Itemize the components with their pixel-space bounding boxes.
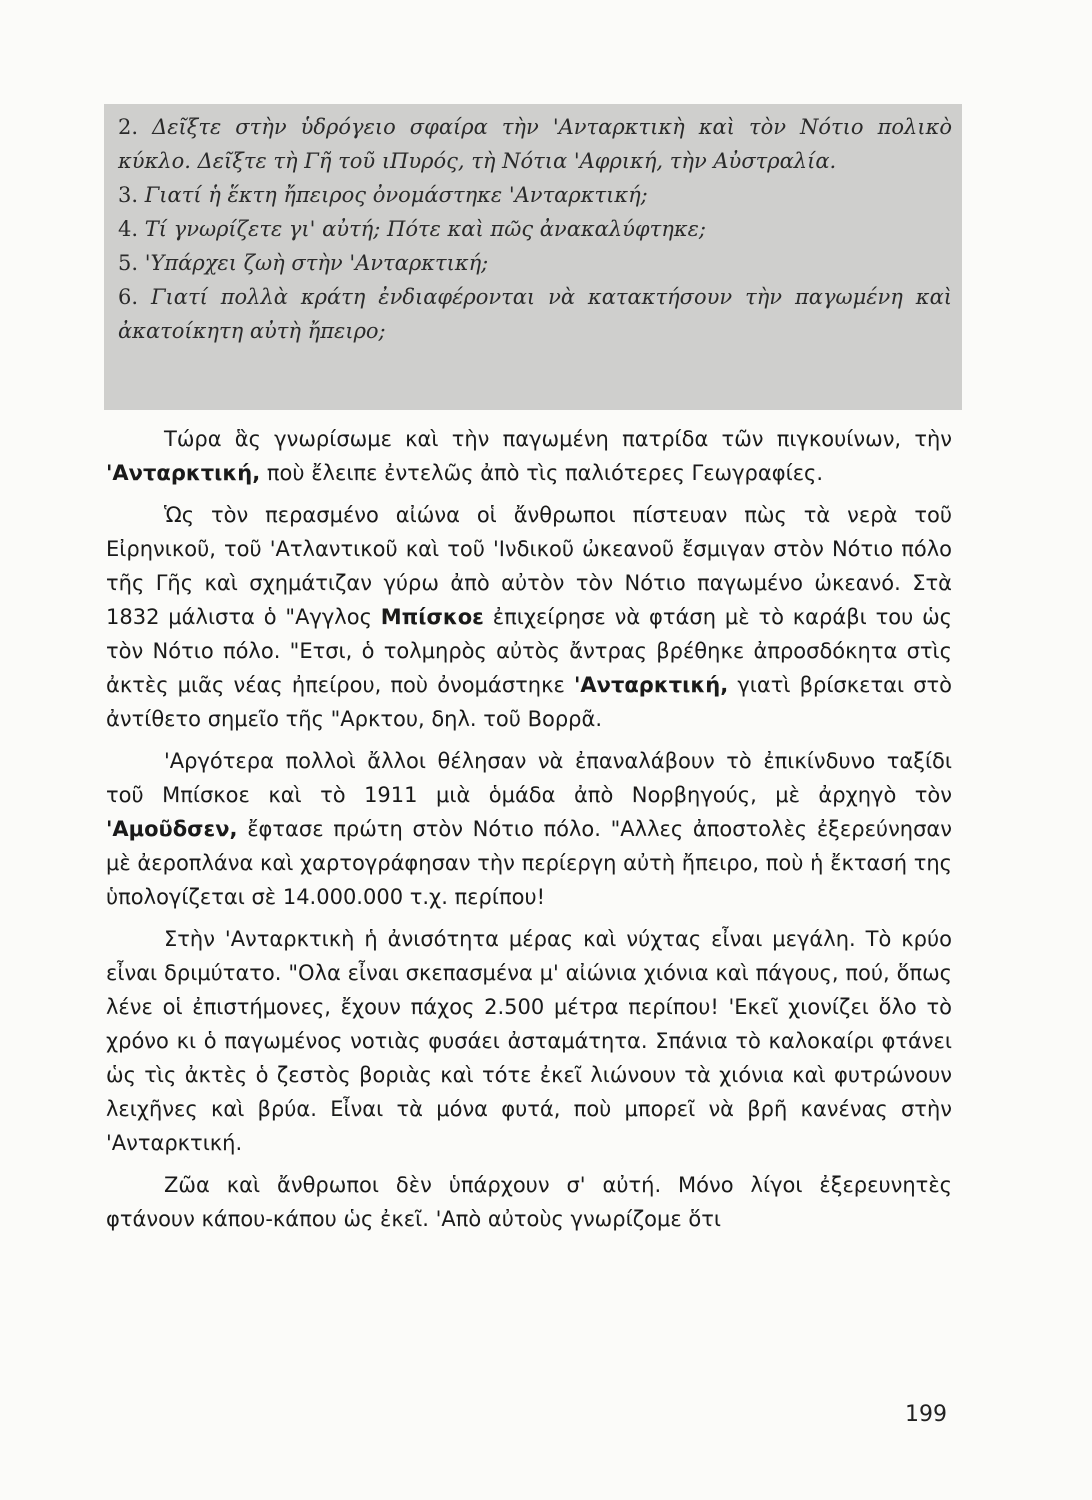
question-number: 4. [118,217,139,241]
paragraph: Στὴν 'Ανταρκτικὴ ἡ ἀνισότητα μέρας καὶ νύχτας εἶναι μεγάλη. Τὸ κρύο εἶναι δριμύτατο. "Ολα εἶναι σκεπασμένα μ' αἰώνια χιόνια καὶ πάγους, πού, ὅπως λένε οἱ ἐπιστήμονες, ἔχουν πάχος 2.500 μέτρα περίπου! 'Εκεῖ χιονίζει ὅλο τὸ χρόνο κι ὁ παγωμένος νοτιὰς φυσάει ἀσταμάτητα. Σπάνια τὸ καλοκαίρι φτάνει ὡς τὶς ἀκτὲς ὁ ζεστὸς βοριὰς καὶ τότε ἐκεῖ λιώνουν τὰ χιόνια καὶ φυτρώνουν λειχῆνες καὶ βρύα. Εἶναι τὰ μόνα φυτά, ποὺ μπορεῖ νὰ βρῆ κανένας στὴν 'Ανταρκτική. [106,927,952,1155]
paragraph [106,744,952,914]
paragraph [106,422,952,490]
question-number: 5. [118,251,139,275]
question-item [118,280,952,348]
paragraph: Ζῶα καὶ ἄνθρωποι δὲν ὑπάρχουν σ' αὐτή. Μόνο λίγοι ἐξερευνητὲς φτάνουν κάπου-κάπου ὡς ἐκεῖ. 'Απὸ αὐτοὺς γνωρίζομε ὅτι [106,1173,952,1231]
question-number: 2. [118,115,139,139]
text-run: 'Αργότερα πολλοὶ ἄλλοι θέλησαν νὰ ἐπαναλάβουν τὸ ἐπικίνδυνο ταξίδι τοῦ Μπίσκοε καὶ τὸ 1911 μιὰ ὁμάδα ἀπὸ Νορβηγούς, μὲ ἀρχηγὸ τὸν [106,749,952,807]
paragraph [106,498,952,736]
review-questions-box [104,104,962,410]
question-number: 6. [118,285,139,309]
question-text: 'Υπάρχει ζωὴ στὴν 'Ανταρκτική; [144,251,489,275]
question-item [118,110,952,178]
bold-term: Μπίσκοε [380,605,484,629]
text-run: ποὺ ἔλειπε ἐντελῶς ἀπὸ τὶς παλιότερες Γεωγραφίες. [260,461,824,485]
body-text [106,422,952,1244]
page-number: 199 [905,1402,947,1427]
question-text: Γιατί πολλὰ κράτη ἐνδιαφέρονται νὰ κατακτήσουν τὴν παγωμένη καὶ ἀκατοίκητη αὐτὴ ἤπειρο; [118,285,952,343]
bold-term: 'Ανταρκτική, [573,673,729,697]
text-run: Ὡς τὸν περασμένο αἰώνα οἱ ἄνθρωποι πίστευαν πὼς τὰ νερὰ τοῦ Εἰρηνικοῦ, τοῦ 'Ατλαντικοῦ καὶ τοῦ 'Ινδικοῦ ὠκεανοῦ ἔσμιγαν στὸν Νότιο πόλο τῆς Γῆς καὶ σχημάτιζαν γύρω ἀπὸ αὐτὸν τὸν Νότιο παγωμένο ὠκεανό. Στὰ 1832 μάλιστα ὁ "Αγγλος [106,503,952,629]
text-run: ἐπιχείρησε νὰ φτάση μὲ τὸ καράβι του ὡς τὸν Νότιο πόλο. "Ετσι, ὁ τολμηρὸς αὐτὸς ἄντρας βρέθηκε ἀπροσδόκητα στὶς ἀκτὲς μιᾶς νέας ἠπείρου, ποὺ ὀνομάστηκε [106,605,952,697]
question-text: Δεῖξτε στὴν ὑδρόγειο σφαίρα τὴν 'Ανταρκτικὴ καὶ τὸν Νότιο πολικὸ κύκλο. Δεῖξτε τὴ Γῆ τοῦ ιΠυρός, τὴ Νότια 'Αφρική, τὴν Αὐστραλία. [118,115,952,173]
question-item [118,246,952,280]
bold-term: 'Ανταρκτική, [106,461,261,485]
question-text: Τί γνωρίζετε γι' αὐτή; Πότε καὶ πῶς ἀνακαλύφτηκε; [144,217,706,241]
text-run: ἔφτασε πρώτη στὸν Νότιο πόλο. "Αλλες ἀποστολὲς ἐξερεύνησαν μὲ ἀεροπλάνα καὶ χαρτογράφησαν τὴν περίεργη αὐτὴ ἤπειρο, ποὺ ἡ ἔκτασή της ὑπολογίζεται σὲ 14.000.000 τ.χ. περίπου! [106,817,952,909]
question-item [118,178,952,212]
question-item [118,212,952,246]
question-number: 3. [118,183,139,207]
text-run: Τώρα ἃς γνωρίσωμε καὶ τὴν παγωμένη πατρίδα τῶν πιγκουίνων, τὴν [164,427,952,451]
question-text: Γιατί ἡ ἕκτη ἤπειρος ὀνομάστηκε 'Ανταρκτική; [144,183,648,207]
text-run: γιατὶ βρίσκεται στὸ ἀντίθετο σημεῖο τῆς "Αρκτου, δηλ. τοῦ Βορρᾶ. [106,673,952,731]
bold-term: 'Αμοῦδσεν, [106,817,238,841]
